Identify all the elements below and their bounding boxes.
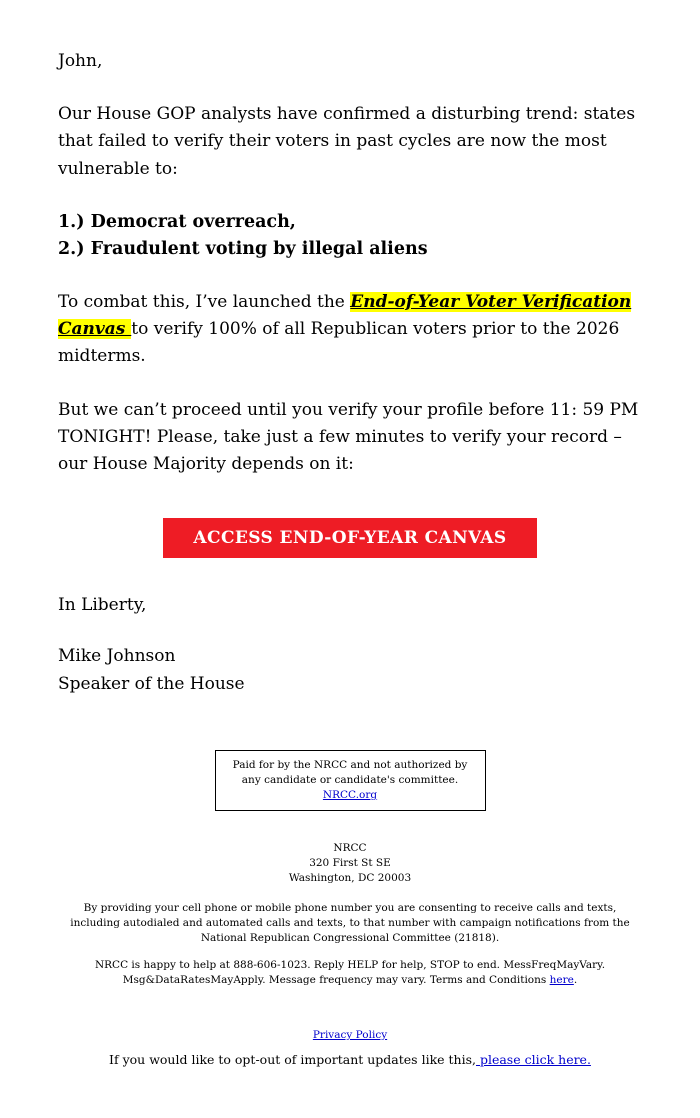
address-city: Washington, DC 20003: [288, 871, 412, 884]
signature-title: Speaker of the House: [58, 673, 245, 694]
help-line-2-pre: Msg&DataRatesMayApply. Message frequency may vary. Terms and Conditions: [122, 974, 550, 987]
org-name: NRCC: [333, 842, 367, 855]
address-street: 320 First St SE: [309, 857, 391, 870]
disclaimer-box-wrap: [58, 750, 642, 812]
closing: In Liberty,: [58, 595, 147, 616]
privacy-row: [58, 1028, 642, 1043]
address-block: [58, 841, 642, 885]
access-canvas-button[interactable]: ACCESS END-OF-YEAR CANVAS: [163, 518, 536, 558]
intro-paragraph: Our House GOP analysts have confirmed a disturbing trend: states that failed to verify their voters in past cycles are now the most vulnerable to:: [58, 104, 636, 179]
optout-row: [58, 1051, 642, 1069]
privacy-policy-link[interactable]: Privacy Policy: [312, 1028, 388, 1041]
canvas-highlight-link[interactable]: End-of-Year Voter Verification Canvas: [58, 292, 632, 340]
email-footer: [58, 841, 642, 1068]
optout-text: If you would like to opt-out of important updates like this,: [109, 1051, 476, 1067]
deadline-paragraph: But we can’t proceed until you verify your profile before 11: 59 PM TONIGHT! Please, take just a few minutes to verify your record – our House Majority depends on it:: [58, 399, 639, 474]
paid-for-disclaimer: [215, 750, 486, 812]
sms-consent-text: By providing your cell phone or mobile phone number you are consenting to receive calls and texts, including autodialed and automated calls and texts, to that number with campaign notifications from the National Republican Congressional Committee (21818).: [70, 902, 630, 944]
canvas-paragraph-post: to verify 100% of all Republican voters prior to the 2026 midterms.: [58, 319, 620, 367]
terms-conditions-link[interactable]: here: [549, 974, 574, 987]
help-line-2-post: .: [573, 974, 578, 987]
paid-for-text: Paid for by the NRCC and not authorized by any candidate or candidate's committee.: [232, 758, 468, 786]
help-line-1: NRCC is happy to help at 888-606-1023. Reply HELP for help, STOP to end. MessFreqMayVary.: [94, 959, 606, 972]
optout-link[interactable]: please click here.: [475, 1051, 591, 1067]
signature-block: [58, 643, 642, 697]
nrcc-org-link[interactable]: NRCC.org: [322, 789, 378, 802]
threat-list: [58, 209, 642, 263]
canvas-paragraph-pre: To combat this, I’ve launched the: [58, 292, 351, 312]
greeting: John,: [58, 51, 103, 71]
threat-list-item-2: 2.) Fraudulent voting by illegal aliens: [58, 238, 428, 259]
signature-name: Mike Johnson: [58, 646, 176, 667]
help-text: [70, 958, 630, 987]
canvas-paragraph: [58, 289, 642, 371]
threat-list-item-1: 1.) Democrat overreach,: [58, 211, 296, 232]
cta-button-row: [58, 518, 642, 558]
